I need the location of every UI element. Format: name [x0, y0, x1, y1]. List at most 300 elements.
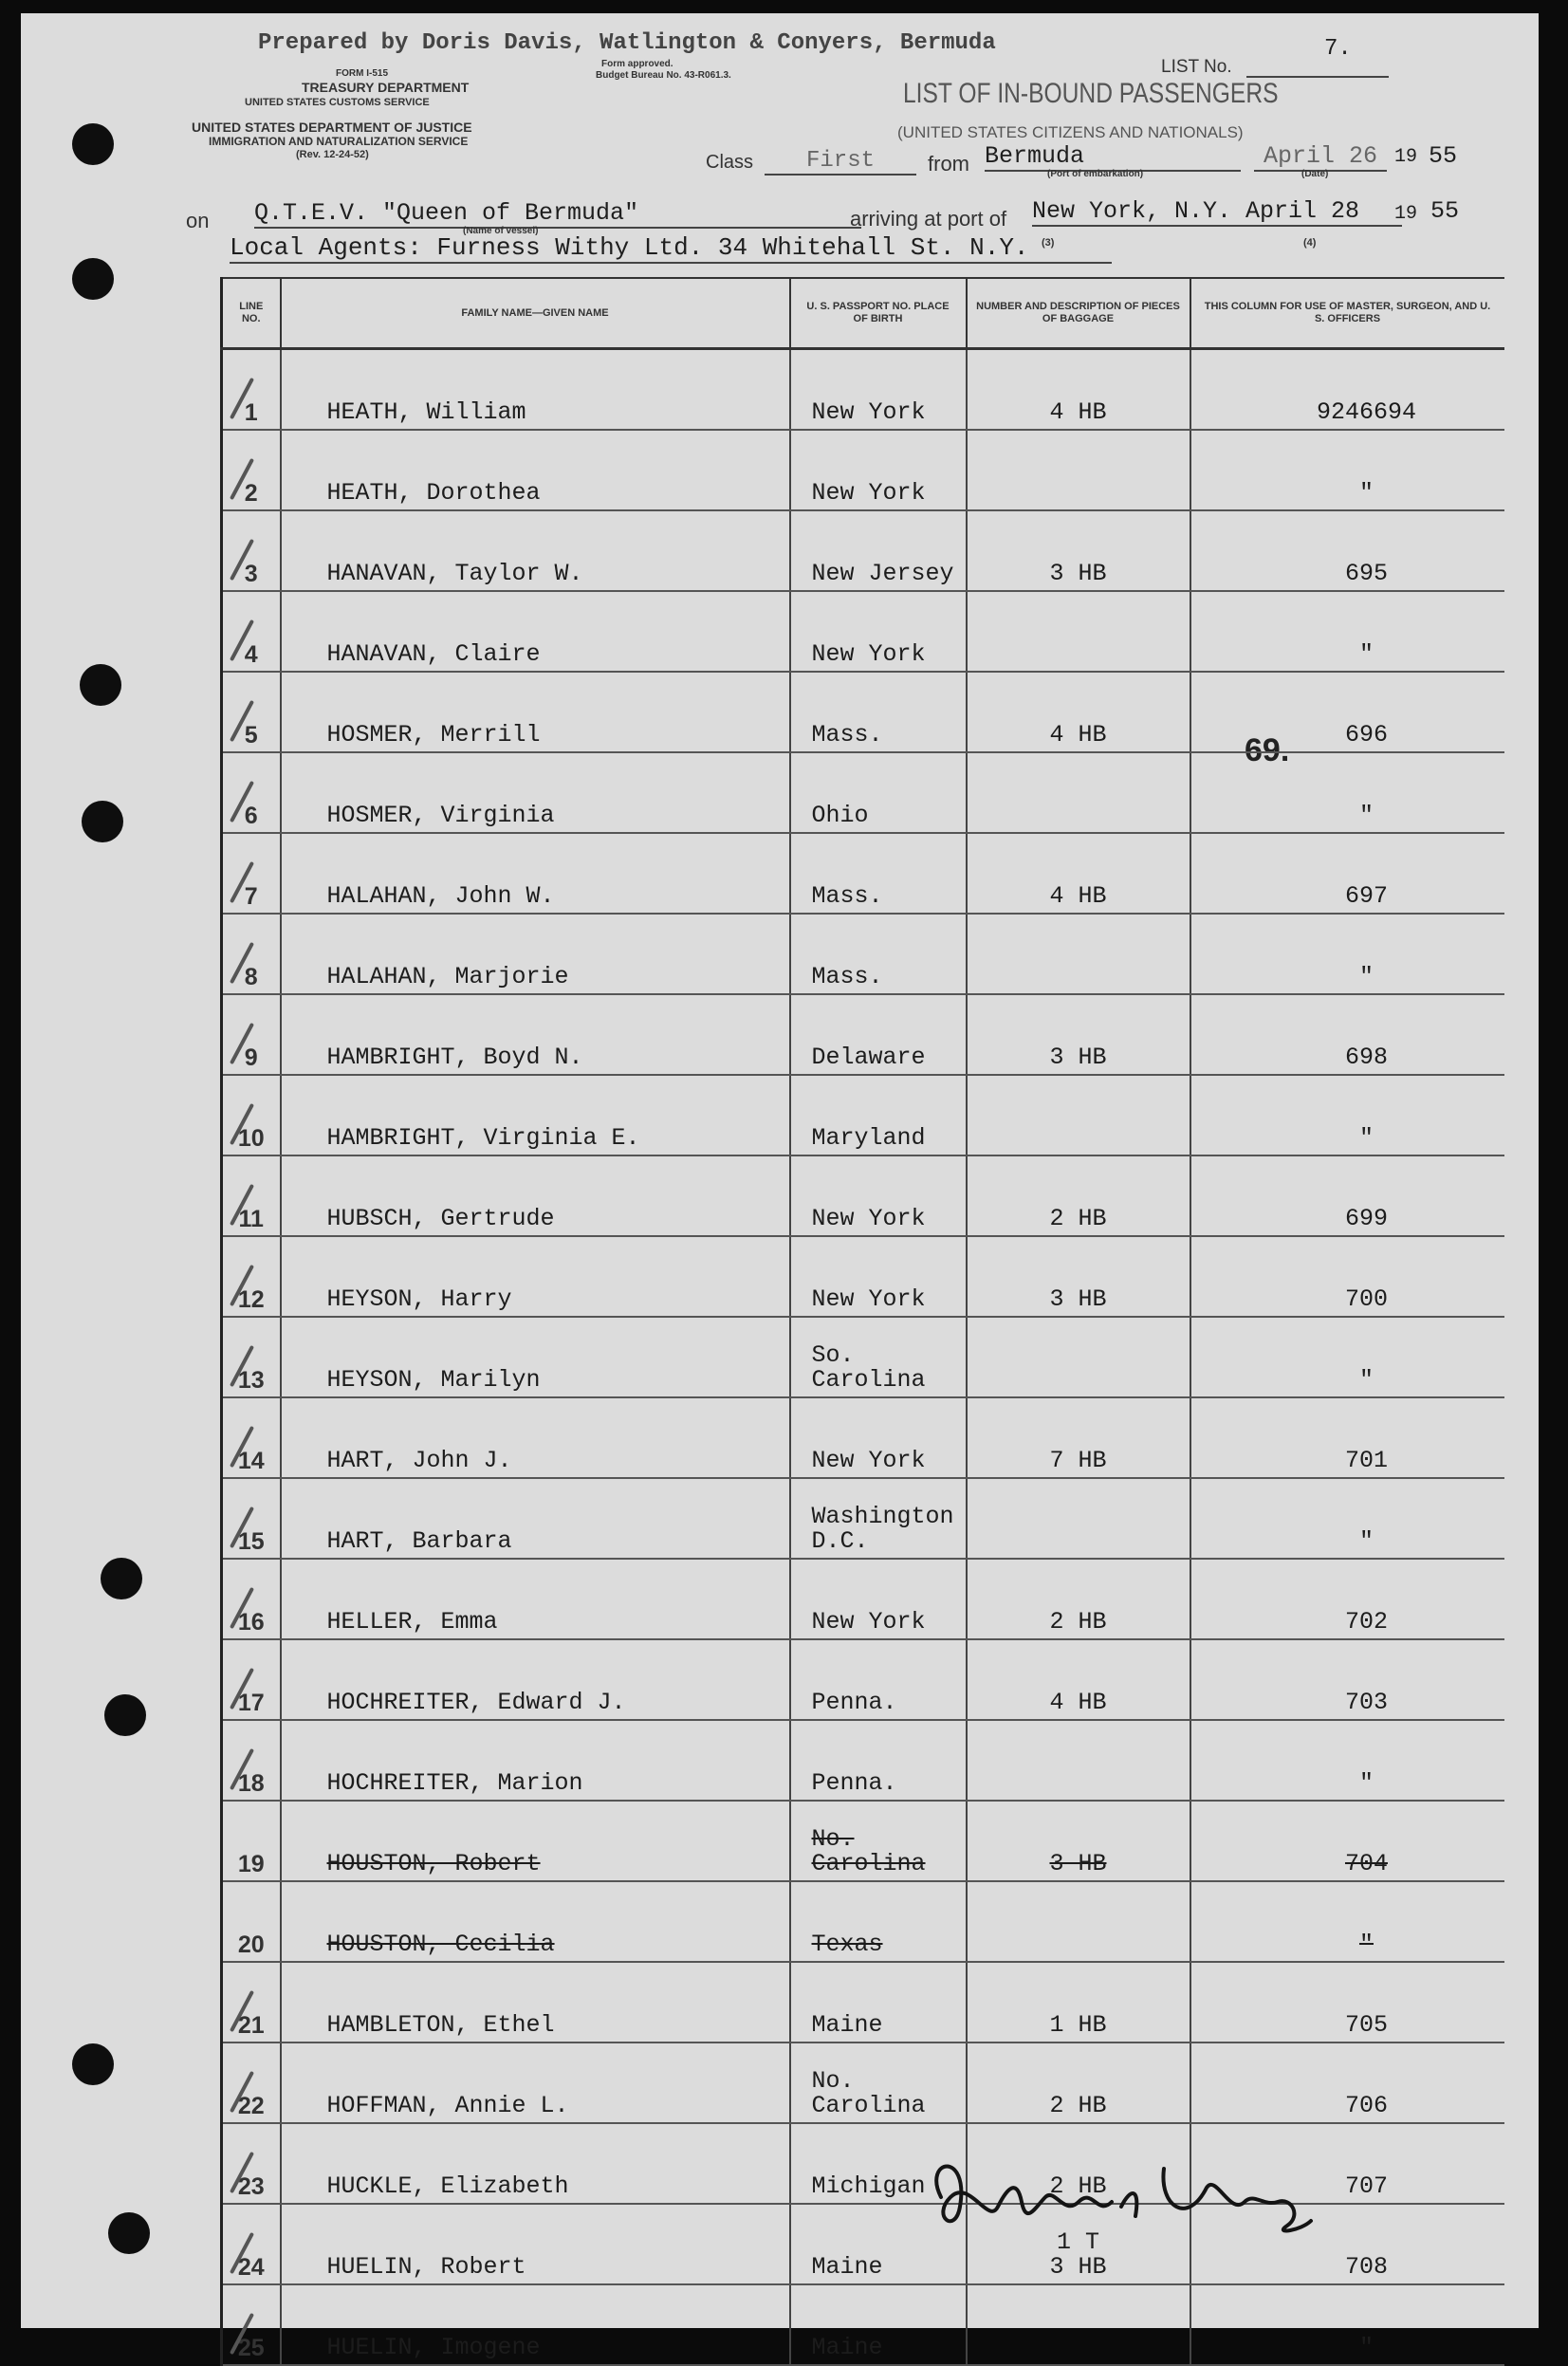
- officer-notes-cell-text: 700: [1344, 1285, 1388, 1313]
- line-number-cell: [222, 994, 281, 1075]
- binder-hole: [82, 801, 123, 842]
- on-label: on: [186, 209, 210, 232]
- birthplace-cell-text: New York: [811, 1447, 926, 1474]
- birthplace-cell: [790, 1881, 967, 1962]
- passenger-name-cell: [281, 833, 790, 914]
- officer-notes-cell: [1190, 1317, 1504, 1397]
- passenger-name-cell-text: HALAHAN, John W.: [326, 882, 555, 910]
- passenger-name-cell-text: HUELIN, Robert: [326, 2253, 526, 2281]
- passenger-name-cell: [281, 1075, 790, 1155]
- line-number-cell: [222, 1478, 281, 1559]
- line-number-cell: [222, 1962, 281, 2043]
- birthplace-cell-text: New York: [811, 398, 926, 426]
- passenger-name-cell-text: HALAHAN, Marjorie: [326, 963, 569, 990]
- table-row: [222, 994, 1504, 1075]
- birthplace-cell: [790, 1236, 967, 1317]
- birthplace-cell-text: New York: [811, 1285, 926, 1313]
- line-number-cell-text: 7: [244, 883, 258, 910]
- baggage-cell-text: 4 HB: [1049, 882, 1107, 910]
- baggage-cell-text: 4 HB: [1049, 1689, 1107, 1716]
- officer-notes-cell: [1190, 591, 1504, 672]
- officer-notes-cell-text: 695: [1344, 560, 1388, 587]
- birthplace-cell: [790, 994, 967, 1075]
- passenger-name-cell: [281, 1801, 790, 1881]
- line-number-cell-text: 25: [237, 2335, 265, 2361]
- birthplace-cell: [790, 1397, 967, 1478]
- line-number-cell-text: 17: [237, 1690, 265, 1716]
- officer-notes-cell-text: 706: [1344, 2092, 1388, 2119]
- line-number-cell-text: 2: [244, 480, 258, 507]
- line-number-cell: [222, 833, 281, 914]
- birthplace-cell-text: New York: [811, 1608, 926, 1636]
- baggage-cell: [967, 1639, 1190, 1720]
- embarkation-port: Bermuda: [985, 142, 1241, 172]
- line-number-cell: [222, 349, 281, 431]
- baggage-cell-text: 2 HB: [1049, 1608, 1107, 1636]
- officer-notes-cell: [1190, 672, 1504, 752]
- passenger-name-cell: [281, 672, 790, 752]
- birthplace-cell: [790, 1317, 967, 1397]
- birthplace-cell-text: No. Carolina: [811, 1825, 926, 1877]
- line-number-cell: [222, 2043, 281, 2123]
- birthplace-cell-text: Texas: [811, 1931, 883, 1958]
- birthplace-cell-text: Maryland: [811, 1124, 926, 1152]
- date-caption: (Date): [1301, 169, 1329, 179]
- officer-notes-cell: [1190, 914, 1504, 994]
- passenger-name-cell-text: HEATH, William: [326, 398, 526, 426]
- birthplace-cell: [790, 1801, 967, 1881]
- birthplace-cell: [790, 1559, 967, 1639]
- birthplace-cell: [790, 349, 967, 431]
- doj-line: UNITED STATES DEPARTMENT OF JUSTICE: [192, 120, 472, 135]
- table-row: [222, 1559, 1504, 1639]
- departure-date: April 26: [1254, 142, 1387, 172]
- birthplace-cell: [790, 510, 967, 591]
- officer-notes-cell-text: 9246694: [1316, 398, 1417, 426]
- passenger-name-cell-text: HART, Barbara: [326, 1527, 512, 1555]
- birthplace-cell: [790, 430, 967, 510]
- officer-notes-cell: [1190, 1881, 1504, 1962]
- officer-notes-cell-text: 703: [1344, 1689, 1388, 1716]
- birthplace-cell-text: New York: [811, 1205, 926, 1232]
- table-row: [222, 591, 1504, 672]
- birthplace-cell: [790, 752, 967, 833]
- officer-notes-cell-text: 708: [1344, 2253, 1388, 2281]
- baggage-cell-text: 7 HB: [1049, 1447, 1107, 1474]
- officer-notes-cell: [1190, 430, 1504, 510]
- line-number-cell: [222, 2123, 281, 2204]
- table-row: [222, 349, 1504, 431]
- binder-hole: [104, 1694, 146, 1736]
- officer-notes-cell: [1190, 1801, 1504, 1881]
- passenger-name-cell: [281, 2123, 790, 2204]
- officer-notes-cell-text: 707: [1344, 2172, 1388, 2200]
- passenger-name-cell: [281, 2043, 790, 2123]
- list-title: LIST OF IN-BOUND PASSENGERS: [903, 78, 1279, 109]
- table-row: [222, 914, 1504, 994]
- officer-notes-cell-text: ": [1358, 802, 1374, 829]
- line-number-cell: [222, 1720, 281, 1801]
- passenger-name-cell: [281, 1881, 790, 1962]
- passenger-name-cell-text: HOFFMAN, Annie L.: [326, 2092, 569, 2119]
- baggage-cell-text: 2 HB: [1049, 1205, 1107, 1232]
- officer-notes-cell-text: ": [1358, 1366, 1374, 1394]
- line-number-cell-text: 12: [237, 1286, 265, 1313]
- line-number-cell-text: 16: [237, 1609, 265, 1636]
- birthplace-cell: [790, 833, 967, 914]
- officer-notes-cell: [1190, 994, 1504, 1075]
- passenger-name-cell-text: HEATH, Dorothea: [326, 479, 541, 507]
- binder-hole: [72, 2043, 114, 2085]
- officer-notes-cell: [1190, 349, 1504, 431]
- line-number-cell: [222, 1559, 281, 1639]
- passenger-name-cell: [281, 510, 790, 591]
- baggage-cell: [967, 430, 1190, 510]
- customs-service: UNITED STATES CUSTOMS SERVICE: [245, 97, 430, 108]
- passenger-name-cell-text: HUELIN, Imogene: [326, 2334, 541, 2361]
- table-row: [222, 833, 1504, 914]
- passenger-name-cell: [281, 1317, 790, 1397]
- birthplace-cell-text: Mass.: [811, 963, 883, 990]
- baggage-cell-text: 3 HB: [1049, 1285, 1107, 1313]
- officer-notes-cell: [1190, 1397, 1504, 1478]
- baggage-cell: [967, 2284, 1190, 2365]
- from-label: from: [928, 152, 969, 176]
- column-header-line-no: LINE NO.: [222, 278, 281, 349]
- column-header-officers: THIS COLUMN FOR USE OF MASTER, SURGEON, AND U. S. OFFICERS: [1190, 278, 1504, 349]
- caption-4: (4): [1303, 237, 1317, 249]
- officer-notes-cell-text: 702: [1344, 1608, 1388, 1636]
- baggage-cell: [967, 1801, 1190, 1881]
- officer-notes-cell-text: ": [1358, 1769, 1374, 1797]
- birthplace-cell: [790, 1639, 967, 1720]
- passenger-name-cell-text: HOCHREITER, Marion: [326, 1769, 583, 1797]
- table-row: [222, 1962, 1504, 2043]
- birthplace-cell-text: Penna.: [811, 1769, 897, 1797]
- passenger-name-cell: [281, 2204, 790, 2284]
- officer-notes-cell-text: 704: [1344, 1850, 1388, 1877]
- passenger-name-cell: [281, 994, 790, 1075]
- passenger-name-cell-text: HEYSON, Harry: [326, 1285, 512, 1313]
- birthplace-cell: [790, 1962, 967, 2043]
- vessel-name: Q.T.E.V. "Queen of Bermuda": [254, 199, 861, 229]
- line-number-cell: [222, 1236, 281, 1317]
- list-no-label: LIST No.: [1161, 57, 1232, 77]
- officer-notes-cell: [1190, 1962, 1504, 2043]
- officer-notes-cell: [1190, 1478, 1504, 1559]
- line-number-cell: [222, 1801, 281, 1881]
- birthplace-cell: [790, 1155, 967, 1236]
- officer-notes-cell-text: ": [1358, 479, 1374, 507]
- baggage-cell: [967, 1559, 1190, 1639]
- line-number-cell-text: 8: [244, 964, 258, 990]
- baggage-cell: [967, 1236, 1190, 1317]
- baggage-cell: [967, 1720, 1190, 1801]
- passenger-name-cell-text: HELLER, Emma: [326, 1608, 498, 1636]
- binder-hole: [101, 1558, 142, 1599]
- table-row: [222, 1397, 1504, 1478]
- column-header-baggage: NUMBER AND DESCRIPTION OF PIECES OF BAGGAGE: [967, 278, 1190, 349]
- passenger-name-cell-text: HUCKLE, Elizabeth: [326, 2172, 569, 2200]
- officer-notes-cell-text: 696: [1344, 721, 1388, 749]
- stamp-number: 69.: [1245, 732, 1290, 768]
- birthplace-cell-text: No. Carolina: [811, 2067, 926, 2119]
- table-row: [222, 1720, 1504, 1801]
- budget-bureau: Budget Bureau No. 43-R061.3.: [596, 70, 731, 81]
- line-number-cell-text: 11: [238, 1206, 264, 1232]
- birthplace-cell-text: Delaware: [811, 1044, 926, 1071]
- binder-hole: [72, 123, 114, 165]
- table-row: [222, 1236, 1504, 1317]
- table-row: [222, 1801, 1504, 1881]
- passenger-name-cell-text: HAMBRIGHT, Virginia E.: [326, 1124, 640, 1152]
- line-number-cell: [222, 591, 281, 672]
- table-row: [222, 1478, 1504, 1559]
- passenger-name-cell: [281, 1559, 790, 1639]
- line-number-cell: [222, 2284, 281, 2365]
- table-row: [222, 1881, 1504, 1962]
- passenger-name-cell: [281, 2284, 790, 2365]
- birthplace-cell-text: Mass.: [811, 882, 883, 910]
- line-number-cell: [222, 1075, 281, 1155]
- line-number-cell: [222, 430, 281, 510]
- line-number-cell-text: 18: [237, 1770, 265, 1797]
- passenger-name-cell: [281, 1397, 790, 1478]
- arrival-port-date: New York, N.Y. April 28: [1032, 197, 1402, 227]
- birthplace-cell-text: New Jersey: [811, 560, 954, 587]
- line-number-cell: [222, 914, 281, 994]
- birthplace-cell-text: Ohio: [811, 802, 869, 829]
- birthplace-cell: [790, 672, 967, 752]
- officer-notes-cell-text: ": [1358, 1931, 1374, 1958]
- passenger-name-cell: [281, 1639, 790, 1720]
- baggage-cell: [967, 833, 1190, 914]
- officer-notes-cell-text: 697: [1344, 882, 1388, 910]
- manifest-sheet: [21, 13, 1539, 2361]
- officer-notes-cell-text: 701: [1344, 1447, 1388, 1474]
- arrival-year-prefix: 19: [1394, 203, 1418, 225]
- passenger-table: [220, 277, 1504, 2366]
- departure-year: 55: [1429, 142, 1458, 170]
- officer-notes-cell: [1190, 2284, 1504, 2365]
- passenger-name-cell-text: HART, John J.: [326, 1447, 512, 1474]
- table-row: [222, 672, 1504, 752]
- line-number-cell: [222, 510, 281, 591]
- passenger-name-cell-text: HOSMER, Virginia: [326, 802, 555, 829]
- form-number: FORM I-515: [336, 68, 389, 79]
- line-number-cell: [222, 2204, 281, 2284]
- birthplace-cell-text: Washington D.C.: [811, 1503, 954, 1555]
- line-number-cell-text: 9: [244, 1044, 258, 1071]
- birthplace-cell-text: Maine: [811, 2334, 883, 2361]
- line-number-cell: [222, 752, 281, 833]
- officer-notes-cell-text: ": [1358, 963, 1374, 990]
- passenger-name-cell: [281, 349, 790, 431]
- birthplace-cell: [790, 2043, 967, 2123]
- officer-notes-cell: [1190, 1639, 1504, 1720]
- line-number-cell-text: 19: [237, 1851, 265, 1877]
- table-row: [222, 510, 1504, 591]
- passenger-name-cell-text: HANAVAN, Claire: [326, 640, 541, 668]
- officer-notes-cell-text: ": [1358, 640, 1374, 668]
- birthplace-cell: [790, 1720, 967, 1801]
- baggage-cell: [967, 1397, 1190, 1478]
- baggage-cell: [967, 349, 1190, 431]
- table-row: [222, 1317, 1504, 1397]
- baggage-cell: [967, 994, 1190, 1075]
- table-row: [222, 1155, 1504, 1236]
- officer-notes-cell: [1190, 1236, 1504, 1317]
- baggage-cell: [967, 752, 1190, 833]
- officer-notes-cell-text: ": [1358, 1124, 1374, 1152]
- table-row: [222, 430, 1504, 510]
- officer-notes-cell-text: 698: [1344, 1044, 1388, 1071]
- line-number-cell: [222, 1397, 281, 1478]
- officer-notes-cell: [1190, 1155, 1504, 1236]
- passenger-name-cell-text: HUBSCH, Gertrude: [326, 1205, 555, 1232]
- treasury-department: TREASURY DEPARTMENT: [302, 80, 470, 95]
- list-subtitle: (UNITED STATES CITIZENS AND NATIONALS): [897, 123, 1244, 141]
- line-number-cell: [222, 1317, 281, 1397]
- line-number-cell-text: 1: [244, 399, 258, 426]
- passenger-name-cell-text: HOUSTON, Robert: [326, 1850, 541, 1877]
- line-number-cell: [222, 672, 281, 752]
- officer-notes-cell-text: ": [1358, 2334, 1374, 2361]
- passenger-name-cell-text: HOCHREITER, Edward J.: [326, 1689, 626, 1716]
- officer-notes-cell-text: ": [1358, 1527, 1374, 1555]
- column-header-passport: U. S. PASSPORT NO. PLACE OF BIRTH: [790, 278, 967, 349]
- line-number-cell-text: 21: [237, 2012, 265, 2039]
- passenger-name-cell: [281, 1962, 790, 2043]
- officer-notes-cell: [1190, 1075, 1504, 1155]
- passenger-name-cell: [281, 430, 790, 510]
- class-value: First: [765, 148, 916, 176]
- passenger-name-cell-text: HEYSON, Marilyn: [326, 1366, 541, 1394]
- baggage-cell: [967, 914, 1190, 994]
- local-agents: Local Agents: Furness Withy Ltd. 34 Whitehall St. N.Y.: [230, 233, 1112, 264]
- officer-notes-cell-text: 699: [1344, 1205, 1388, 1232]
- port-caption: (Port of embarkation): [1047, 169, 1144, 179]
- line-number-cell-text: 22: [237, 2093, 265, 2119]
- ins-line: IMMIGRATION AND NATURALIZATION SERVICE: [209, 135, 469, 148]
- birthplace-cell-text: Mass.: [811, 721, 883, 749]
- class-label: Class: [706, 152, 754, 173]
- birthplace-cell-text: New York: [811, 640, 926, 668]
- officer-notes-cell: [1190, 510, 1504, 591]
- departure-year-prefix: 19: [1394, 146, 1418, 168]
- officer-notes-cell: [1190, 752, 1504, 833]
- vessel-caption: (Name of vessel): [463, 226, 539, 236]
- officer-notes-cell: [1190, 1559, 1504, 1639]
- passenger-name-cell-text: HANAVAN, Taylor W.: [326, 560, 583, 587]
- baggage-cell: [967, 1075, 1190, 1155]
- birthplace-cell: [790, 591, 967, 672]
- birthplace-cell-text: Michigan: [811, 2172, 926, 2200]
- baggage-cell: [967, 1317, 1190, 1397]
- arrival-year: 55: [1430, 197, 1460, 225]
- line-number-cell-text: 24: [237, 2254, 265, 2281]
- line-number-cell-text: 14: [237, 1448, 265, 1474]
- officer-notes-cell: [1190, 833, 1504, 914]
- passenger-name-cell: [281, 591, 790, 672]
- baggage-cell-text: 1 T 3 HB: [1049, 2228, 1107, 2281]
- line-number-cell-text: 15: [237, 1528, 265, 1555]
- form-approved: Form approved.: [601, 59, 673, 69]
- line-number-cell-text: 4: [244, 641, 258, 668]
- baggage-cell: [967, 1155, 1190, 1236]
- birthplace-cell: [790, 914, 967, 994]
- list-no-value: 7.: [1324, 36, 1352, 62]
- passenger-name-cell-text: HOSMER, Merrill: [326, 721, 541, 749]
- line-number-cell: [222, 1639, 281, 1720]
- arriving-label: arriving at port of: [850, 207, 1007, 231]
- baggage-cell-text: 3 HB: [1049, 560, 1107, 587]
- baggage-cell-text: 2 HB: [1049, 2172, 1107, 2200]
- baggage-cell: [967, 2043, 1190, 2123]
- birthplace-cell-text: So. Carolina: [811, 1341, 926, 1394]
- officer-notes-cell-text: 705: [1344, 2011, 1388, 2039]
- birthplace-cell-text: Maine: [811, 2253, 883, 2281]
- baggage-cell-text: 1 HB: [1049, 2011, 1107, 2039]
- birthplace-cell: [790, 1478, 967, 1559]
- officer-notes-cell: [1190, 2043, 1504, 2123]
- passenger-name-cell: [281, 752, 790, 833]
- line-number-cell-text: 6: [244, 803, 258, 829]
- rev-line: (Rev. 12-24-52): [296, 149, 369, 160]
- baggage-cell: [967, 1962, 1190, 2043]
- baggage-cell: [967, 1478, 1190, 1559]
- prepared-by-line: Prepared by Doris Davis, Watlington & Conyers, Bermuda: [258, 30, 996, 56]
- caption-3: (3): [1042, 237, 1055, 249]
- baggage-cell: [967, 510, 1190, 591]
- birthplace-cell-text: New York: [811, 479, 926, 507]
- baggage-cell-text: 3 HB: [1049, 1044, 1107, 1071]
- baggage-cell: [967, 591, 1190, 672]
- line-number-cell-text: 20: [237, 1932, 265, 1958]
- baggage-cell: [967, 672, 1190, 752]
- signature: [903, 2150, 1320, 2254]
- passenger-name-cell-text: HOUSTON, Cecilia: [326, 1931, 555, 1958]
- passenger-name-cell: [281, 1155, 790, 1236]
- passenger-name-cell: [281, 1478, 790, 1559]
- baggage-cell: [967, 1881, 1190, 1962]
- birthplace-cell: [790, 1075, 967, 1155]
- binder-hole: [80, 664, 121, 706]
- passenger-name-cell: [281, 1236, 790, 1317]
- passenger-name-cell-text: HAMBRIGHT, Boyd N.: [326, 1044, 583, 1071]
- birthplace-cell-text: Maine: [811, 2011, 883, 2039]
- line-number-cell: [222, 1881, 281, 1962]
- baggage-cell-text: 4 HB: [1049, 398, 1107, 426]
- binder-hole: [72, 258, 114, 300]
- passenger-name-cell: [281, 914, 790, 994]
- line-number-cell-text: 3: [244, 561, 258, 587]
- line-number-cell: [222, 1155, 281, 1236]
- table-row: [222, 2043, 1504, 2123]
- passenger-name-cell: [281, 1720, 790, 1801]
- passenger-name-cell-text: HAMBLETON, Ethel: [326, 2011, 555, 2039]
- line-number-cell-text: 13: [237, 1367, 265, 1394]
- table-row: [222, 1075, 1504, 1155]
- officer-notes-cell: [1190, 1720, 1504, 1801]
- table-header-row: [222, 278, 1504, 349]
- line-number-cell-text: 5: [244, 722, 258, 749]
- birthplace-cell-text: Penna.: [811, 1689, 897, 1716]
- table-row: [222, 752, 1504, 833]
- column-header-name: FAMILY NAME—GIVEN NAME: [281, 278, 790, 349]
- binder-hole: [108, 2212, 150, 2254]
- baggage-cell-text: 4 HB: [1049, 721, 1107, 749]
